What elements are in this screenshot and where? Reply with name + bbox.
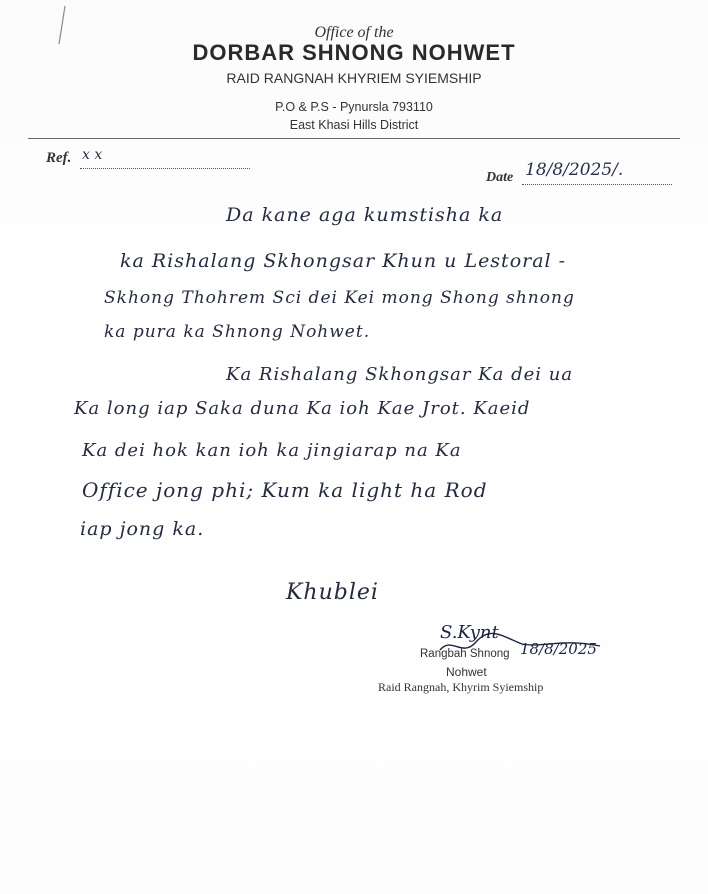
signature-date: 18/8/2025 [520,640,597,658]
body-line: Ka dei hok kan ioh ka jingiarap na Ka [82,440,462,461]
date-value: 18/8/2025/. [525,160,624,180]
letterhead-district: East Khasi Hills District [289,118,419,132]
body-line: Office jong phi; Kum ka light ha Rod [82,478,488,502]
closing-khublei: Khublei [286,580,379,605]
body-line: Skhong Thohrem Sci dei Kei mong Shong shnong [104,288,575,308]
signatory-title: Rangbah Shnong [420,648,510,660]
date-dotted-line [522,184,672,185]
letterhead-postal: P.O & P.S - Pynursla 793110 [275,100,433,114]
body-line: iap jong ka. [80,518,205,540]
date-label: Date [486,170,514,185]
letterhead-organization: DORBAR SHNONG NOHWET [192,40,516,65]
letterhead-office-of: Office of the [314,24,394,41]
ref-label: Ref. [46,150,72,166]
signatory-locality: Raid Rangnah, Khyrim Syiemship [378,680,544,694]
letterhead-locality: RAID RANGNAH KHYRIEM SYIEMSHIP [226,70,482,86]
signatory-village: Nohwet [446,665,487,679]
signature: S.Kynt [440,622,499,643]
ref-dotted-line [80,168,250,169]
body-line: ka pura ka Shnong Nohwet. [104,322,371,342]
body-line: Da kane aga kumstisha ka [226,204,504,226]
body-line: Ka Rishalang Skhongsar Ka dei ua [226,364,574,385]
ref-value: x x [82,147,103,163]
body-line: Ka long iap Saka duna Ka ioh Kae Jrot. Kaeid [74,398,531,419]
body-line: ka Rishalang Skhongsar Khun u Lestoral - [120,250,567,272]
letterhead-divider [28,138,680,139]
